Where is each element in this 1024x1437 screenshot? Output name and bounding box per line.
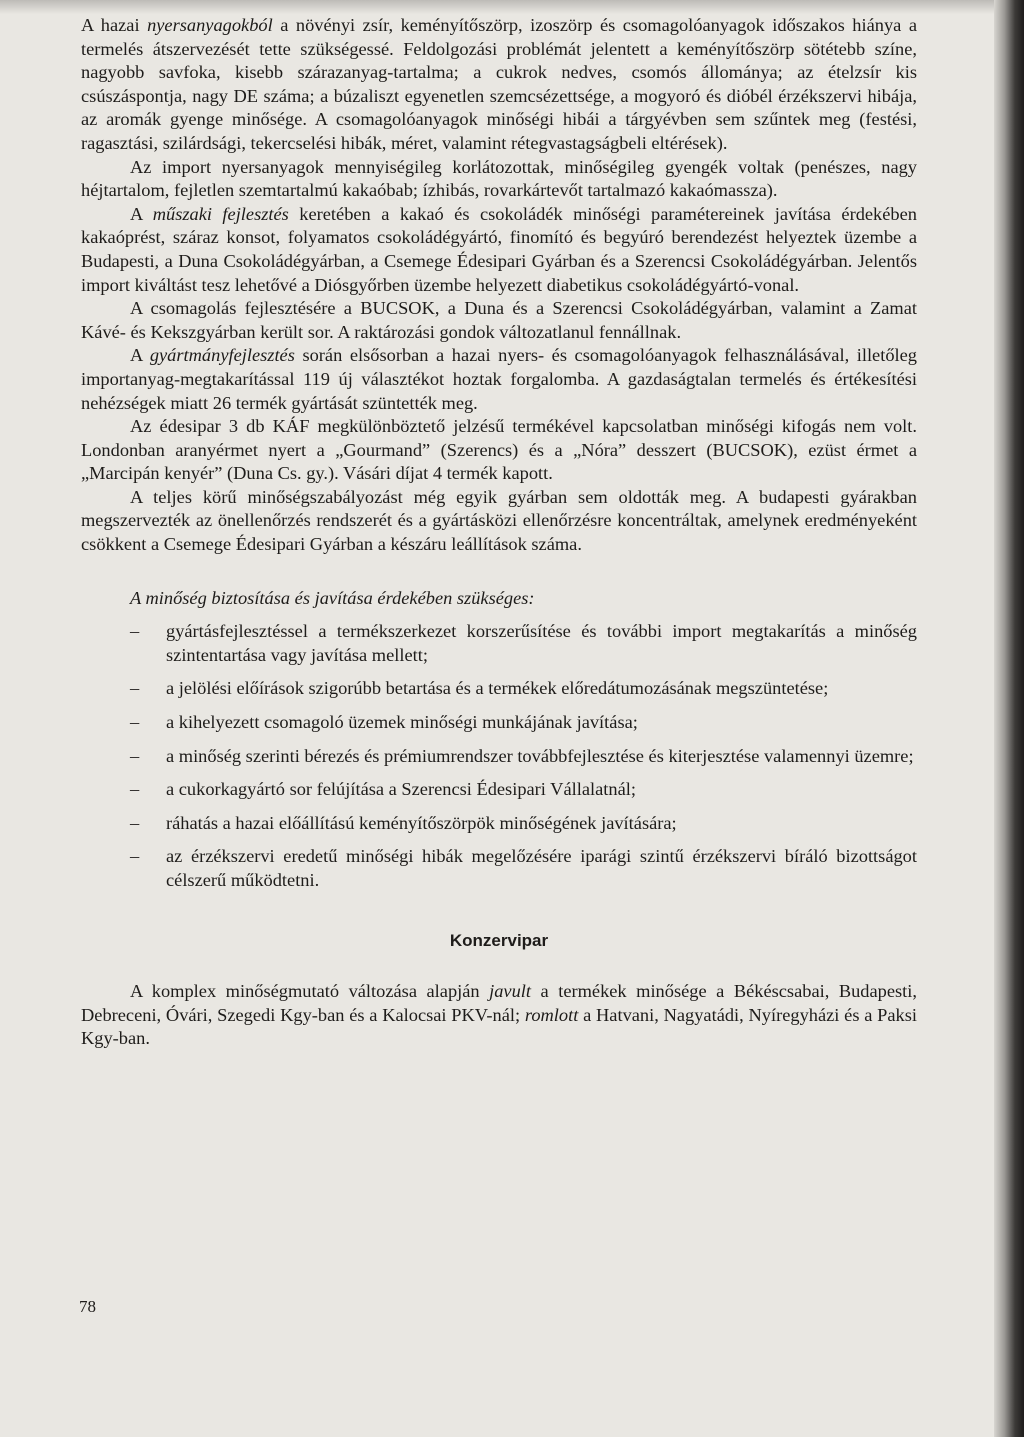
list-item-text: a kihelyezett csomagoló üzemek minőségi munkájának javítása; bbox=[166, 712, 638, 733]
paragraph bbox=[81, 297, 917, 344]
text-run: A bbox=[130, 203, 153, 224]
text-run: a Hatvani, Nagyatádi, Nyíregyházi és a Paksi Kgy-ban. bbox=[81, 1004, 917, 1049]
list-item-text: ráhatás a hazai előállítású keményítőszörpök minőségének javítására; bbox=[166, 812, 677, 833]
dash-bullet: – bbox=[130, 745, 140, 766]
paragraph bbox=[81, 415, 917, 486]
page-content bbox=[81, 14, 917, 1051]
section-title: Konzervipar bbox=[449, 930, 549, 950]
text-run: során elsősorban a hazai nyers- és csomagolóanyagok felhasználásával, illetőleg importanyag-megtakarítással 119 új választékot hoztak forgalomba. A gazdaságtalan termelés és értékesítési nehézségek miatt 26 termék gyártását szüntették meg. bbox=[81, 345, 917, 413]
list-item-text: a minőség szerinti bérezés és prémiumrendszer továbbfejlesztése és kiterjesztése valamennyi üzemre; bbox=[166, 745, 914, 766]
list-item-text: a cukorkagyártó sor felújítása a Szerencsi Édesipari Vállalatnál; bbox=[166, 779, 636, 800]
list-item bbox=[81, 711, 917, 735]
text-run: Az édesipar 3 db KÁF megkülönböztető jelzésű termékével kapcsolatban minőségi kifogás nem volt. Londonban aranyérmet nyert a „Gourmand” (Szerencs) és a „Nóra” desszert (BUCSOK), ezüst érmet a „Marcipán kenyér” (Duna Cs. gy.). Vásári díjat 4 termék kapott. bbox=[81, 416, 917, 484]
text-run: Az import nyersanyagok mennyiségileg korlátozottak, minőségileg gyengék voltak (penészes, nagy héjtartalom, fejletlen szemtartalmú kakaóbab; ízhibás, rovarkártevőt tartalmazó kakaómassza). bbox=[81, 156, 917, 201]
paragraph bbox=[81, 14, 917, 156]
list-item bbox=[81, 778, 917, 802]
requirements-list bbox=[81, 620, 917, 892]
list-item-text: a jelölési előírások szigorúbb betartása és a termékek előredátumozásának megszüntetése; bbox=[166, 678, 829, 699]
text-run: a növényi zsír, keményítőszörp, izoszörp és csomagolóanyagok időszakos hiánya a termelés átszervezését tette szükségessé. Feldolgozási problémát jelentett a keményítőszörp sötétebb színe, nagyobb savfoka, kisebb szárazanyag-tartalma; a cukrok nedves, csomós állománya; az ételzsír kis csúszáspontja, nagy DE száma; a búzaliszt egyenetlen szemcsézettsége, a mogyoró és dióbél érzékszervi hibája, az aromák gyenge minősége. A csomagolóanyagok minőségi hibái a tárgyévben sem szűntek meg (festési, ragasztási, szilárdsági, tekercselési hibák, méret, valamint rétegvastagságbeli eltérések). bbox=[81, 15, 917, 153]
paragraph bbox=[81, 203, 917, 297]
paragraph bbox=[81, 156, 917, 203]
scan-shadow bbox=[0, 0, 1000, 14]
emphasized-text: romlott bbox=[524, 1004, 579, 1025]
section-paragraph bbox=[81, 980, 917, 1051]
text-run: A komplex minőségmutató változása alapján bbox=[130, 981, 490, 1002]
book-spine-shadow bbox=[994, 0, 1024, 1437]
page-number: 78 bbox=[79, 1297, 96, 1316]
text-run: A teljes körű minőségszabályozást még egyik gyárban sem oldották meg. A budapesti gyárakban megszervezték az önellenőrzés rendszerét és a gyártásközi ellenőrzésre koncentráltak, amelynek eredményeként csökkent a Csemege Édesipari Gyárban a készáru leállítások száma. bbox=[81, 486, 917, 555]
text-run: A hazai bbox=[81, 15, 148, 35]
dash-bullet: – bbox=[130, 846, 140, 867]
list-item bbox=[81, 620, 917, 667]
dash-bullet: – bbox=[130, 779, 140, 800]
paragraph bbox=[81, 486, 917, 557]
text-run: A csomagolás fejlesztésére a BUCSOK, a Duna és a Szerencsi Csokoládégyárban, valamint a Zamat Kávé- és Kekszgyárban került sor. A raktározási gondok változatlanul fennállnak. bbox=[81, 298, 917, 342]
body-paragraphs bbox=[81, 14, 917, 557]
emphasized-text: gyártmányfejlesztés bbox=[149, 345, 295, 366]
text-run: keretében a kakaó és csokoládék minőségi paramétereinek javítása érdekében kakaóprést, száraz konsot, folyamatos csokoládégyártó, finomító és begyúró berendezést helyeztek üzembe a Budapesti, a Duna Csokoládégyárban, a Csemege Édesipari Gyárban és a Szerencsi Csokoládégyárban. Jelentős import kiváltást tesz lehetővé a Diósgyőrben üzembe helyezett diabetikus csokoládégyártó-vonal. bbox=[81, 203, 917, 295]
list-item bbox=[81, 677, 917, 701]
list-heading: A minőség biztosítása és javítása érdekében szükséges: bbox=[130, 587, 535, 608]
dash-bullet: – bbox=[130, 712, 140, 733]
text-run: A bbox=[130, 345, 150, 366]
dash-bullet: – bbox=[130, 812, 140, 833]
emphasized-text: nyersanyagokból bbox=[147, 15, 273, 35]
emphasized-text: műszaki fejlesztés bbox=[152, 203, 289, 224]
list-item bbox=[81, 745, 917, 769]
list-item bbox=[81, 812, 917, 836]
list-item bbox=[81, 845, 917, 892]
text-run: a termékek minősége a Békéscsabai, Budapesti, Debreceni, Óvári, Szegedi Kgy-ban és a Kalocsai PKV-nál; bbox=[81, 981, 917, 1025]
list-item-text: az érzékszervi eredetű minőségi hibák megelőzésére iparági szintű érzékszervi bíráló bizottságot célszerű működtetni. bbox=[166, 846, 917, 890]
dash-bullet: – bbox=[130, 621, 140, 642]
paragraph bbox=[81, 344, 917, 415]
dash-bullet: – bbox=[130, 678, 140, 699]
emphasized-text: javult bbox=[489, 981, 532, 1002]
list-item-text: gyártásfejlesztéssel a termékszerkezet korszerűsítése és további import megtakarítás a minőség szintentartása vagy javítása mellett; bbox=[166, 621, 917, 665]
